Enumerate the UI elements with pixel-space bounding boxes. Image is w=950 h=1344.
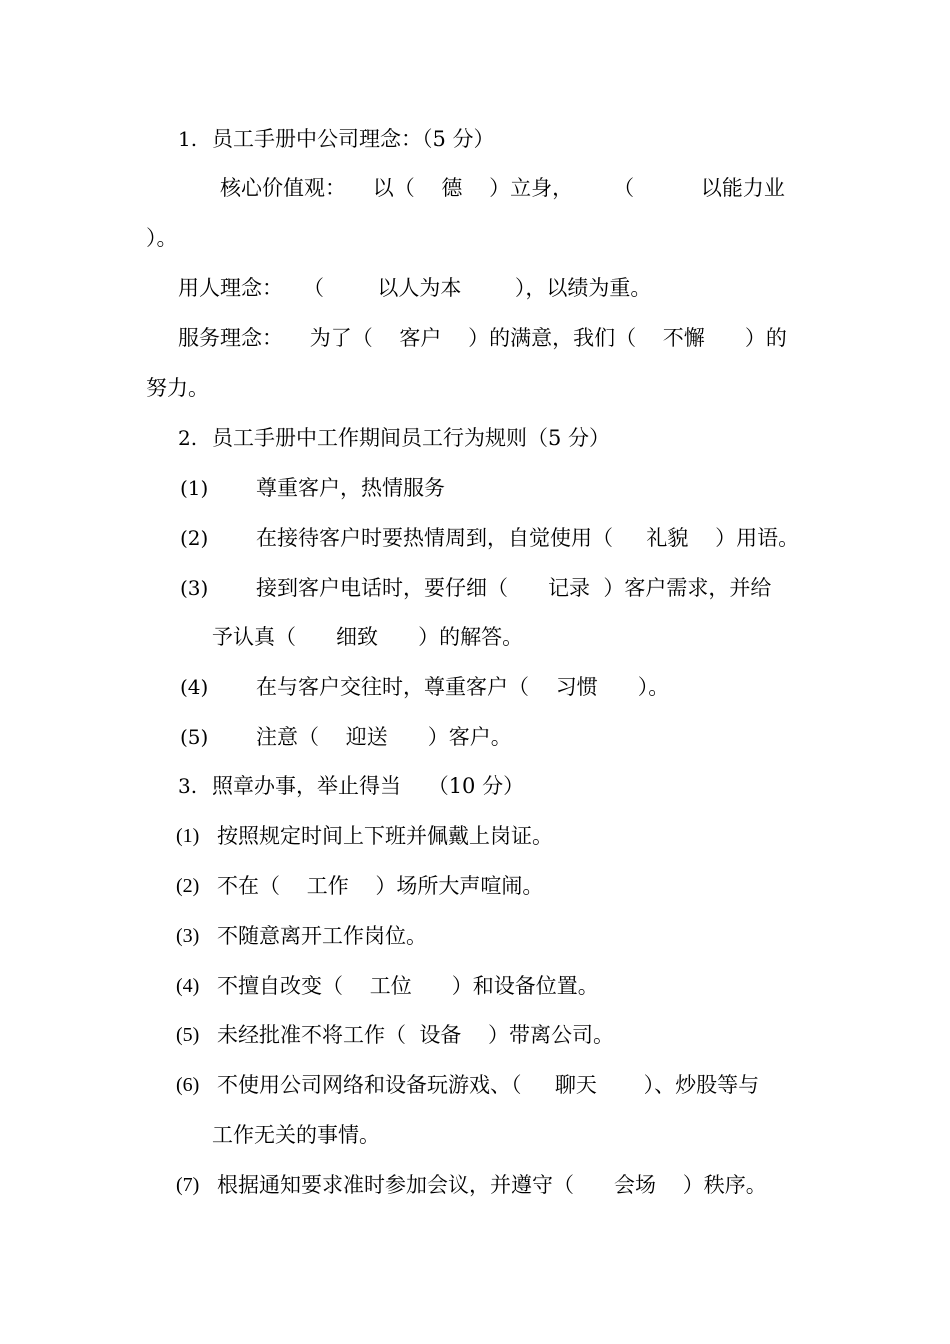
section2-item-text: 尊重客户，热情服务	[256, 476, 445, 500]
section3-item-text-cont: 工作无关的事情。	[212, 1123, 380, 1147]
section1-heading: 员工手册中公司理念：（5 分）	[212, 127, 495, 151]
section2-item-number: (2)	[180, 526, 209, 550]
people-philosophy-line: 用人理念： （ 以人为本 ），以绩为重。	[178, 276, 652, 300]
section3-item-text: 不随意离开工作岗位。	[217, 924, 427, 948]
service-philosophy-line-cont: 努力。	[146, 376, 209, 400]
section3-item-text: 不在（ 工作 ）场所大声喧闹。	[217, 874, 544, 898]
section2-item-text: 接到客户电话时，要仔细（ 记录 ）客户需求，并给	[256, 576, 772, 600]
core-values-line: 核心价值观： 以（ 德 ）立身， （ 以能力业	[220, 176, 785, 200]
section2-heading: 员工手册中工作期间员工行为规则（5 分）	[212, 426, 611, 450]
section2-item-number: (3)	[180, 576, 209, 600]
section3-item-number: (3)	[176, 925, 200, 947]
core-values-line-cont: ）。	[146, 226, 178, 250]
section3-item-text: 根据通知要求准时参加会议，并遵守（ 会场 ）秩序。	[217, 1173, 767, 1197]
section2-item-number: (1)	[180, 476, 209, 500]
service-philosophy-line: 服务理念： 为了（ 客户 ）的满意，我们（ 不懈 ）的	[178, 326, 787, 350]
section1-number: 1.	[178, 127, 198, 151]
section2-item-text-cont: 予认真（ 细致 ）的解答。	[212, 625, 524, 649]
section3-item-number: (4)	[176, 975, 200, 997]
section3-item-text: 未经批准不将工作（ 设备 ）带离公司。	[217, 1023, 615, 1047]
section2-item-number: (4)	[180, 675, 209, 699]
section3-item-text: 不擅自改变（ 工位 ）和设备位置。	[217, 974, 599, 998]
section2-item-text: 在与客户交往时，尊重客户（ 习惯 ）。	[256, 675, 670, 699]
section3-item-text: 不使用公司网络和设备玩游戏、（ 聊天 ）、炒股等与	[217, 1073, 760, 1097]
section2-item-text: 在接待客户时要热情周到，自觉使用（ 礼貌 ）用语。	[256, 526, 800, 550]
section2-number: 2.	[178, 426, 198, 450]
section3-item-text: 按照规定时间上下班并佩戴上岗证。	[217, 824, 553, 848]
section2-item-number: (5)	[180, 725, 209, 749]
section3-item-number: (7)	[176, 1174, 200, 1196]
section3-heading: 照章办事，举止得当 （10 分）	[212, 774, 525, 798]
section3-item-number: (6)	[176, 1074, 200, 1096]
section3-item-number: (2)	[176, 875, 200, 897]
section3-item-number: (5)	[176, 1024, 200, 1046]
section3-item-number: (1)	[176, 825, 200, 847]
section3-number: 3.	[178, 774, 198, 798]
section2-item-text: 注意（ 迎送 ）客户。	[256, 725, 512, 749]
